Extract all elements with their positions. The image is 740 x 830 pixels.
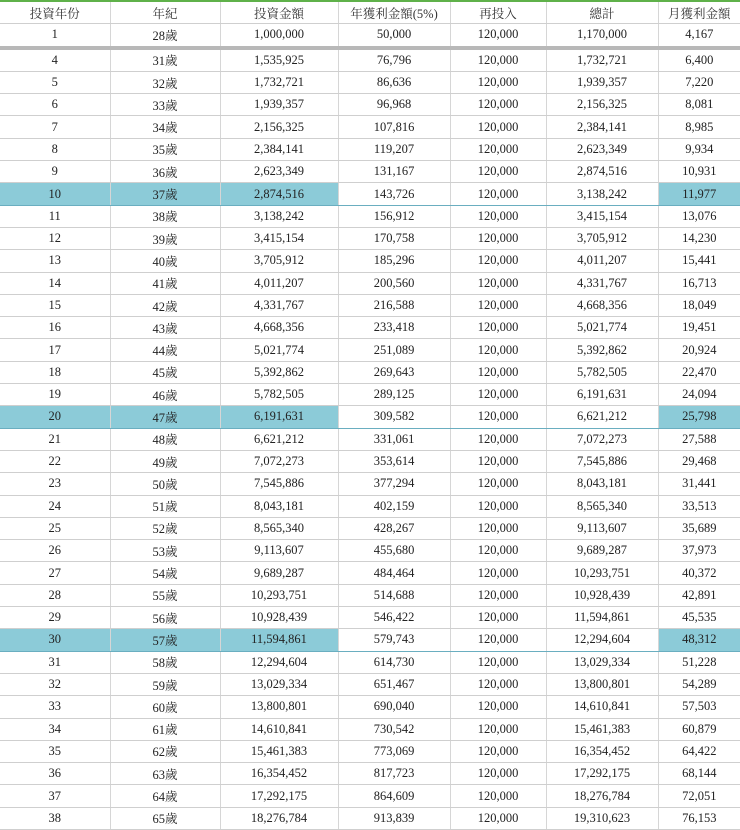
cell-monthly-profit[interactable]: 64,422 [658,740,740,762]
cell-annual-profit[interactable]: 690,040 [338,696,450,718]
cell-investment[interactable]: 3,138,242 [220,205,338,227]
cell-reinvest[interactable]: 120,000 [450,161,546,183]
cell-monthly-profit[interactable]: 8,985 [658,116,740,138]
cell-monthly-profit[interactable]: 22,470 [658,361,740,383]
cell-age[interactable]: 42歲 [110,294,220,316]
table-row [0,473,740,495]
cell-reinvest[interactable]: 120,000 [450,94,546,116]
table-row [0,763,740,785]
cell-total[interactable]: 1,939,357 [546,71,658,93]
cell-monthly-profit[interactable]: 57,503 [658,696,740,718]
cell-total[interactable]: 7,545,886 [546,450,658,472]
cell-investment[interactable]: 18,276,784 [220,807,338,829]
cell-reinvest[interactable]: 120,000 [450,562,546,584]
cell-total[interactable]: 8,043,181 [546,473,658,495]
cell-monthly-profit[interactable]: 18,049 [658,294,740,316]
cell-total[interactable]: 7,072,273 [546,428,658,450]
table-row [0,450,740,472]
cell-annual-profit[interactable]: 170,758 [338,227,450,249]
cell-year[interactable]: 6 [0,94,110,116]
cell-age[interactable]: 34歲 [110,116,220,138]
cell-reinvest[interactable]: 120,000 [450,785,546,807]
cell-age[interactable]: 35歲 [110,138,220,160]
cell-reinvest[interactable]: 120,000 [450,450,546,472]
cell-investment[interactable]: 9,113,607 [220,540,338,562]
cell-annual-profit[interactable]: 455,680 [338,540,450,562]
cell-monthly-profit[interactable]: 76,153 [658,807,740,829]
cell-reinvest[interactable]: 120,000 [450,227,546,249]
cell-investment[interactable]: 3,705,912 [220,250,338,272]
cell-annual-profit[interactable]: 143,726 [338,183,450,205]
cell-total[interactable]: 4,668,356 [546,294,658,316]
cell-age[interactable]: 46歲 [110,384,220,406]
cell-total[interactable]: 14,610,841 [546,696,658,718]
table-row [0,718,740,740]
cell-investment[interactable]: 1,732,721 [220,71,338,93]
cell-annual-profit[interactable]: 377,294 [338,473,450,495]
cell-total[interactable]: 13,029,334 [546,651,658,673]
cell-monthly-profit[interactable]: 29,468 [658,450,740,472]
cell-reinvest[interactable]: 120,000 [450,740,546,762]
investment-table [0,2,740,830]
cell-age[interactable]: 37歲 [110,183,220,205]
cell-annual-profit[interactable]: 216,588 [338,294,450,316]
cell-age[interactable]: 39歲 [110,227,220,249]
cell-annual-profit[interactable]: 233,418 [338,317,450,339]
table-row [0,294,740,316]
cell-monthly-profit[interactable]: 48,312 [658,629,740,651]
cell-age[interactable]: 49歲 [110,450,220,472]
cell-age[interactable]: 38歲 [110,205,220,227]
cell-age[interactable]: 45歲 [110,361,220,383]
cell-year[interactable]: 15 [0,294,110,316]
cell-total[interactable]: 5,392,862 [546,339,658,361]
cell-annual-profit[interactable]: 331,061 [338,428,450,450]
cell-age[interactable]: 32歲 [110,71,220,93]
cell-monthly-profit[interactable]: 13,076 [658,205,740,227]
cell-age[interactable]: 43歲 [110,317,220,339]
cell-age[interactable]: 61歲 [110,718,220,740]
cell-total[interactable]: 5,021,774 [546,317,658,339]
cell-year[interactable]: 8 [0,138,110,160]
table-row [0,48,740,72]
cell-year[interactable]: 38 [0,807,110,829]
cell-investment[interactable]: 1,939,357 [220,94,338,116]
cell-monthly-profit[interactable]: 24,094 [658,384,740,406]
cell-age[interactable]: 65歲 [110,807,220,829]
table-row [0,161,740,183]
cell-annual-profit[interactable]: 651,467 [338,673,450,695]
cell-annual-profit[interactable]: 514,688 [338,584,450,606]
cell-age[interactable]: 50歲 [110,473,220,495]
header-row [0,2,740,24]
cell-age[interactable]: 44歲 [110,339,220,361]
cell-total[interactable]: 10,928,439 [546,584,658,606]
cell-year[interactable]: 29 [0,607,110,629]
cell-monthly-profit[interactable]: 31,441 [658,473,740,495]
cell-age[interactable]: 64歲 [110,785,220,807]
cell-annual-profit[interactable]: 309,582 [338,406,450,428]
table-row [0,651,740,673]
cell-investment[interactable]: 9,689,287 [220,562,338,584]
cell-age[interactable]: 51歲 [110,495,220,517]
table-row [0,384,740,406]
cell-monthly-profit[interactable]: 40,372 [658,562,740,584]
cell-age[interactable]: 55歲 [110,584,220,606]
cell-investment[interactable]: 8,565,340 [220,517,338,539]
table-row [0,138,740,160]
cell-monthly-profit[interactable]: 72,051 [658,785,740,807]
cell-age[interactable]: 58歲 [110,651,220,673]
cell-investment[interactable]: 5,021,774 [220,339,338,361]
cell-investment[interactable]: 1,000,000 [220,24,338,48]
cell-age[interactable]: 41歲 [110,272,220,294]
cell-reinvest[interactable]: 120,000 [450,473,546,495]
cell-year[interactable]: 24 [0,495,110,517]
cell-investment[interactable]: 12,294,604 [220,651,338,673]
cell-total[interactable]: 3,705,912 [546,227,658,249]
cell-investment[interactable]: 14,610,841 [220,718,338,740]
cell-reinvest[interactable]: 120,000 [450,607,546,629]
cell-reinvest[interactable]: 120,000 [450,673,546,695]
cell-monthly-profit[interactable]: 11,977 [658,183,740,205]
cell-investment[interactable]: 8,043,181 [220,495,338,517]
cell-age[interactable]: 48歲 [110,428,220,450]
cell-investment[interactable]: 15,461,383 [220,740,338,762]
cell-investment[interactable]: 4,668,356 [220,317,338,339]
cell-age[interactable]: 56歲 [110,607,220,629]
cell-total[interactable]: 2,623,349 [546,138,658,160]
cell-monthly-profit[interactable]: 60,879 [658,718,740,740]
table-row [0,24,740,48]
cell-annual-profit[interactable]: 428,267 [338,517,450,539]
cell-investment[interactable]: 2,623,349 [220,161,338,183]
header-age[interactable]: 年紀 [110,2,220,24]
cell-monthly-profit[interactable]: 27,588 [658,428,740,450]
cell-total[interactable]: 18,276,784 [546,785,658,807]
table-row [0,807,740,829]
cell-age[interactable]: 54歲 [110,562,220,584]
cell-reinvest[interactable]: 120,000 [450,138,546,160]
cell-annual-profit[interactable]: 579,743 [338,629,450,651]
table-row [0,272,740,294]
cell-total[interactable]: 1,170,000 [546,24,658,48]
cell-total[interactable]: 11,594,861 [546,607,658,629]
cell-year[interactable]: 19 [0,384,110,406]
header-year[interactable]: 投資年份 [0,2,110,24]
cell-reinvest[interactable]: 120,000 [450,339,546,361]
cell-total[interactable]: 12,294,604 [546,629,658,651]
cell-annual-profit[interactable]: 614,730 [338,651,450,673]
cell-monthly-profit[interactable]: 9,934 [658,138,740,160]
cell-monthly-profit[interactable]: 37,973 [658,540,740,562]
cell-reinvest[interactable]: 120,000 [450,406,546,428]
cell-year[interactable]: 30 [0,629,110,651]
cell-year[interactable]: 21 [0,428,110,450]
cell-year[interactable]: 26 [0,540,110,562]
cell-monthly-profit[interactable]: 45,535 [658,607,740,629]
table-row [0,540,740,562]
cell-total[interactable]: 2,384,141 [546,116,658,138]
cell-total[interactable]: 9,113,607 [546,517,658,539]
cell-investment[interactable]: 6,191,631 [220,406,338,428]
cell-investment[interactable]: 13,800,801 [220,696,338,718]
cell-annual-profit[interactable]: 107,816 [338,116,450,138]
cell-annual-profit[interactable]: 131,167 [338,161,450,183]
cell-investment[interactable]: 16,354,452 [220,763,338,785]
cell-age[interactable]: 60歲 [110,696,220,718]
cell-reinvest[interactable]: 120,000 [450,718,546,740]
cell-annual-profit[interactable]: 730,542 [338,718,450,740]
cell-total[interactable]: 8,565,340 [546,495,658,517]
cell-annual-profit[interactable]: 200,560 [338,272,450,294]
cell-reinvest[interactable]: 120,000 [450,696,546,718]
cell-reinvest[interactable]: 120,000 [450,24,546,48]
cell-annual-profit[interactable]: 269,643 [338,361,450,383]
cell-investment[interactable]: 2,156,325 [220,116,338,138]
cell-annual-profit[interactable]: 119,207 [338,138,450,160]
cell-investment[interactable]: 1,535,925 [220,48,338,72]
cell-investment[interactable]: 3,415,154 [220,227,338,249]
cell-age[interactable]: 53歲 [110,540,220,562]
cell-total[interactable]: 19,310,623 [546,807,658,829]
cell-total[interactable]: 4,331,767 [546,272,658,294]
cell-year[interactable]: 35 [0,740,110,762]
cell-annual-profit[interactable]: 913,839 [338,807,450,829]
cell-year[interactable]: 14 [0,272,110,294]
cell-year[interactable]: 18 [0,361,110,383]
cell-monthly-profit[interactable]: 19,451 [658,317,740,339]
table-row [0,428,740,450]
cell-year[interactable]: 10 [0,183,110,205]
cell-annual-profit[interactable]: 76,796 [338,48,450,72]
cell-annual-profit[interactable]: 864,609 [338,785,450,807]
cell-monthly-profit[interactable]: 68,144 [658,763,740,785]
table-row [0,250,740,272]
cell-monthly-profit[interactable]: 8,081 [658,94,740,116]
cell-year[interactable]: 1 [0,24,110,48]
cell-total[interactable]: 5,782,505 [546,361,658,383]
cell-year[interactable]: 36 [0,763,110,785]
cell-monthly-profit[interactable]: 16,713 [658,272,740,294]
cell-annual-profit[interactable]: 86,636 [338,71,450,93]
table-row [0,517,740,539]
cell-age[interactable]: 57歲 [110,629,220,651]
cell-reinvest[interactable]: 120,000 [450,763,546,785]
cell-total[interactable]: 2,156,325 [546,94,658,116]
cell-year[interactable]: 22 [0,450,110,472]
cell-year[interactable]: 31 [0,651,110,673]
cell-reinvest[interactable]: 120,000 [450,272,546,294]
cell-year[interactable]: 16 [0,317,110,339]
cell-reinvest[interactable]: 120,000 [450,517,546,539]
cell-investment[interactable]: 2,874,516 [220,183,338,205]
cell-total[interactable]: 9,689,287 [546,540,658,562]
cell-annual-profit[interactable]: 353,614 [338,450,450,472]
cell-monthly-profit[interactable]: 33,513 [658,495,740,517]
cell-monthly-profit[interactable]: 42,891 [658,584,740,606]
cell-year[interactable]: 25 [0,517,110,539]
cell-investment[interactable]: 5,782,505 [220,384,338,406]
cell-reinvest[interactable]: 120,000 [450,183,546,205]
table-row [0,584,740,606]
cell-monthly-profit[interactable]: 54,289 [658,673,740,695]
cell-investment[interactable]: 11,594,861 [220,629,338,651]
cell-investment[interactable]: 4,331,767 [220,294,338,316]
cell-reinvest[interactable]: 120,000 [450,71,546,93]
table-row [0,339,740,361]
cell-annual-profit[interactable]: 251,089 [338,339,450,361]
table-row [0,673,740,695]
cell-investment[interactable]: 5,392,862 [220,361,338,383]
table-row [0,696,740,718]
cell-reinvest[interactable]: 120,000 [450,116,546,138]
table-row [0,116,740,138]
cell-total[interactable]: 10,293,751 [546,562,658,584]
cell-monthly-profit[interactable]: 6,400 [658,48,740,72]
cell-year[interactable]: 37 [0,785,110,807]
cell-year[interactable]: 11 [0,205,110,227]
cell-investment[interactable]: 10,928,439 [220,607,338,629]
cell-investment[interactable]: 4,011,207 [220,272,338,294]
cell-total[interactable]: 17,292,175 [546,763,658,785]
cell-age[interactable]: 52歲 [110,517,220,539]
cell-age[interactable]: 59歲 [110,673,220,695]
cell-year[interactable]: 33 [0,696,110,718]
cell-year[interactable]: 20 [0,406,110,428]
cell-year[interactable]: 17 [0,339,110,361]
cell-year[interactable]: 7 [0,116,110,138]
cell-annual-profit[interactable]: 156,912 [338,205,450,227]
cell-monthly-profit[interactable]: 14,230 [658,227,740,249]
cell-age[interactable]: 33歲 [110,94,220,116]
cell-investment[interactable]: 13,029,334 [220,673,338,695]
table-row [0,71,740,93]
cell-year[interactable]: 13 [0,250,110,272]
cell-monthly-profit[interactable]: 20,924 [658,339,740,361]
header-reinvest[interactable]: 再投入 [450,2,546,24]
cell-annual-profit[interactable]: 402,159 [338,495,450,517]
cell-annual-profit[interactable]: 185,296 [338,250,450,272]
cell-age[interactable]: 63歲 [110,763,220,785]
cell-total[interactable]: 4,011,207 [546,250,658,272]
header-total[interactable]: 總計 [546,2,658,24]
cell-annual-profit[interactable]: 484,464 [338,562,450,584]
cell-reinvest[interactable]: 120,000 [450,48,546,72]
cell-total[interactable]: 13,800,801 [546,673,658,695]
cell-reinvest[interactable]: 120,000 [450,495,546,517]
cell-year[interactable]: 34 [0,718,110,740]
cell-investment[interactable]: 6,621,212 [220,428,338,450]
cell-total[interactable]: 16,354,452 [546,740,658,762]
cell-total[interactable]: 2,874,516 [546,161,658,183]
cell-total[interactable]: 1,732,721 [546,48,658,72]
cell-reinvest[interactable]: 120,000 [450,205,546,227]
cell-total[interactable]: 3,415,154 [546,205,658,227]
cell-total[interactable]: 15,461,383 [546,718,658,740]
table-body [0,24,740,830]
cell-year[interactable]: 12 [0,227,110,249]
header-investment[interactable]: 投資金額 [220,2,338,24]
cell-year[interactable]: 27 [0,562,110,584]
cell-age[interactable]: 28歲 [110,24,220,48]
table-row [0,317,740,339]
table-row [0,361,740,383]
cell-annual-profit[interactable]: 773,069 [338,740,450,762]
table-row [0,205,740,227]
cell-monthly-profit[interactable]: 4,167 [658,24,740,48]
table-row [0,406,740,428]
cell-investment[interactable]: 7,545,886 [220,473,338,495]
cell-reinvest[interactable]: 120,000 [450,540,546,562]
cell-age[interactable]: 62歲 [110,740,220,762]
table-row [0,629,740,651]
cell-annual-profit[interactable]: 96,968 [338,94,450,116]
cell-total[interactable]: 3,138,242 [546,183,658,205]
table-row [0,740,740,762]
cell-age[interactable]: 36歲 [110,161,220,183]
cell-annual-profit[interactable]: 817,723 [338,763,450,785]
cell-reinvest[interactable]: 120,000 [450,651,546,673]
table-row [0,495,740,517]
cell-reinvest[interactable]: 120,000 [450,629,546,651]
cell-total[interactable]: 6,621,212 [546,406,658,428]
cell-annual-profit[interactable]: 50,000 [338,24,450,48]
table-row [0,562,740,584]
cell-total[interactable]: 6,191,631 [546,384,658,406]
cell-monthly-profit[interactable]: 25,798 [658,406,740,428]
cell-age[interactable]: 47歲 [110,406,220,428]
cell-reinvest[interactable]: 120,000 [450,361,546,383]
cell-reinvest[interactable]: 120,000 [450,584,546,606]
cell-year[interactable]: 9 [0,161,110,183]
cell-year[interactable]: 5 [0,71,110,93]
table-row [0,607,740,629]
cell-investment[interactable]: 2,384,141 [220,138,338,160]
cell-reinvest[interactable]: 120,000 [450,250,546,272]
table-row [0,785,740,807]
cell-monthly-profit[interactable]: 7,220 [658,71,740,93]
cell-investment[interactable]: 17,292,175 [220,785,338,807]
cell-year[interactable]: 32 [0,673,110,695]
cell-year[interactable]: 23 [0,473,110,495]
cell-investment[interactable]: 10,293,751 [220,584,338,606]
cell-reinvest[interactable]: 120,000 [450,294,546,316]
header-monthly-profit[interactable]: 月獲利金額 [658,2,740,24]
cell-reinvest[interactable]: 120,000 [450,807,546,829]
table-row [0,227,740,249]
table-row [0,183,740,205]
cell-reinvest[interactable]: 120,000 [450,317,546,339]
table-row [0,94,740,116]
cell-monthly-profit[interactable]: 35,689 [658,517,740,539]
cell-annual-profit[interactable]: 546,422 [338,607,450,629]
cell-annual-profit[interactable]: 289,125 [338,384,450,406]
cell-age[interactable]: 40歲 [110,250,220,272]
cell-year[interactable]: 28 [0,584,110,606]
cell-monthly-profit[interactable]: 10,931 [658,161,740,183]
cell-investment[interactable]: 7,072,273 [220,450,338,472]
cell-reinvest[interactable]: 120,000 [450,384,546,406]
cell-age[interactable]: 31歲 [110,48,220,72]
cell-monthly-profit[interactable]: 51,228 [658,651,740,673]
cell-reinvest[interactable]: 120,000 [450,428,546,450]
cell-year[interactable]: 4 [0,48,110,72]
header-annual-profit[interactable]: 年獲利金額(5%) [338,2,450,24]
cell-monthly-profit[interactable]: 15,441 [658,250,740,272]
